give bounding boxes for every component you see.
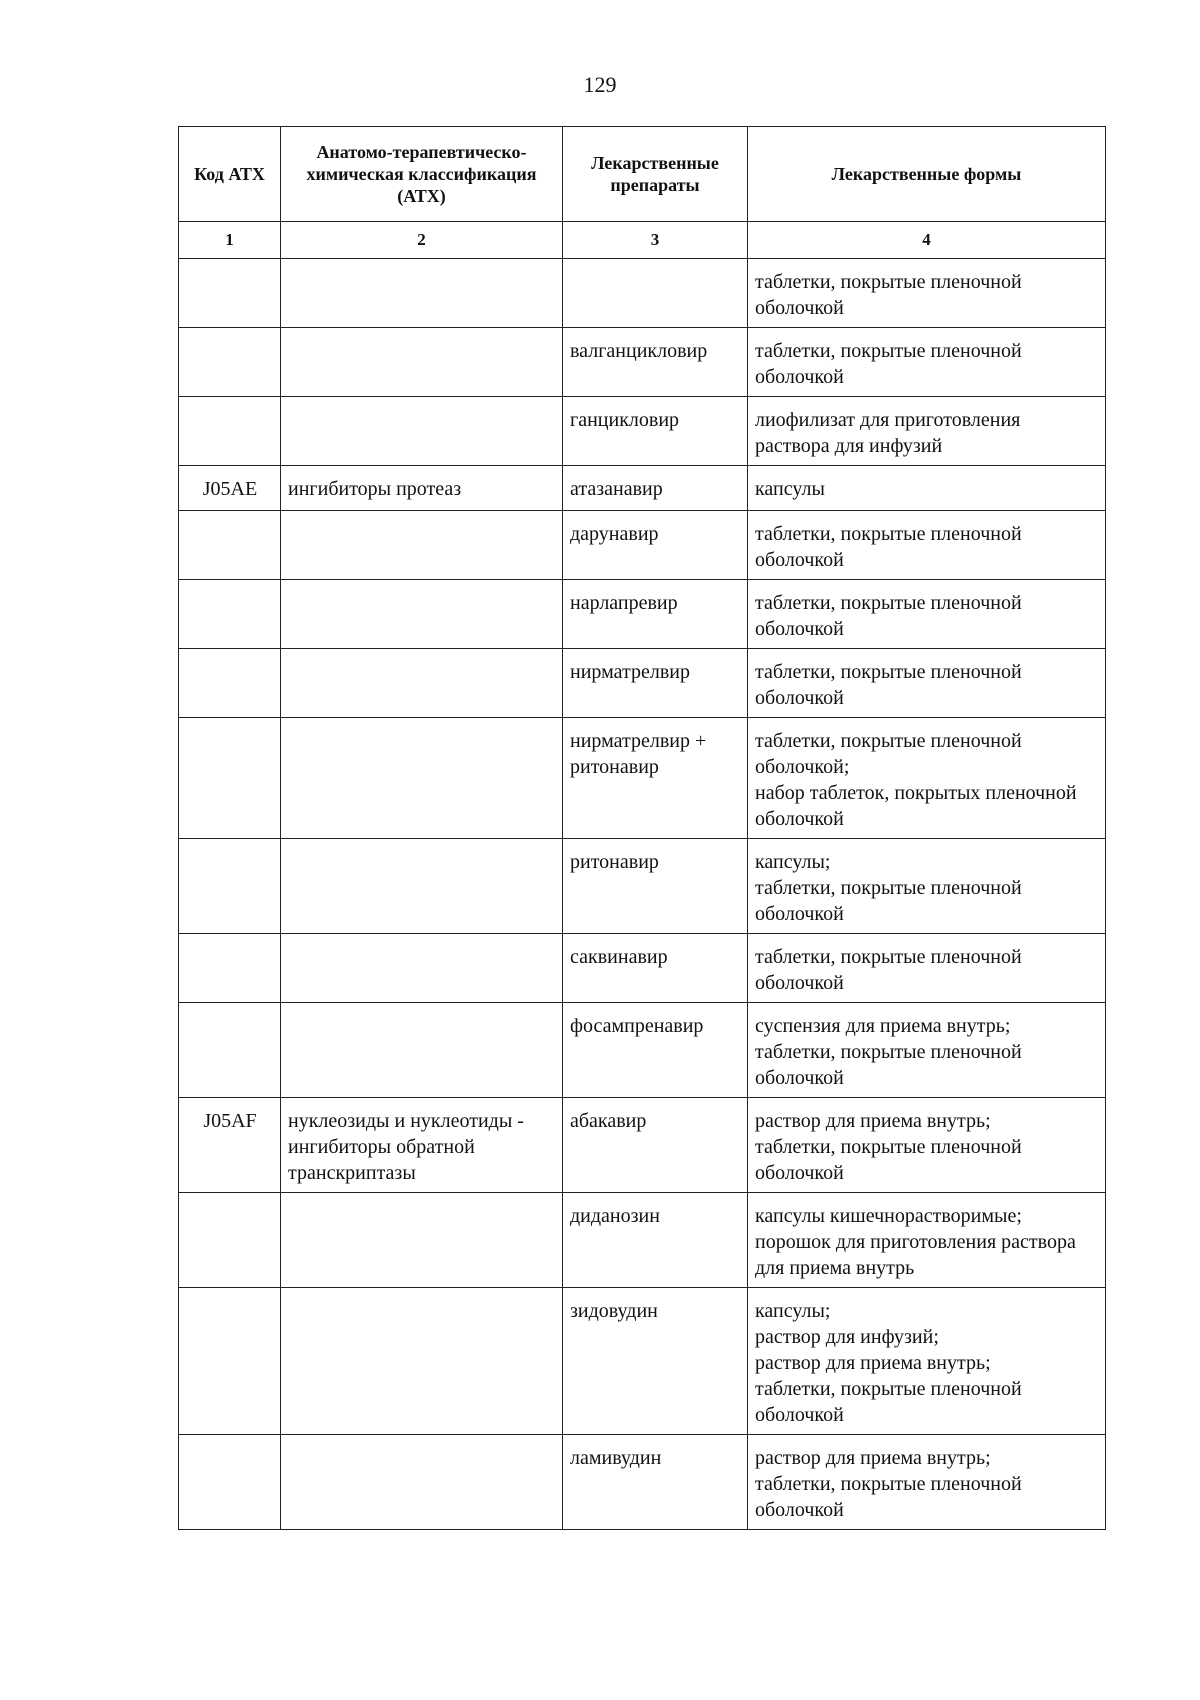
- dosage-form-item: капсулы: [755, 478, 825, 500]
- dosage-form-item: таблетки, покрытые пленочной оболочкой: [755, 661, 1022, 709]
- dosage-form-item: раствор для приема внутрь;: [755, 1110, 991, 1132]
- dosage-forms-cell: [748, 511, 1106, 580]
- column-number: 4: [748, 222, 1106, 259]
- atx-classification-cell: [281, 839, 563, 934]
- atx-classification-cell: [281, 1193, 563, 1288]
- table-row: [179, 1193, 1106, 1288]
- drug-name-cell: ритонавир: [563, 839, 748, 934]
- dosage-forms-cell: [748, 259, 1106, 328]
- atx-code-cell: [179, 839, 281, 934]
- atx-table: [178, 126, 1106, 1530]
- dosage-forms-cell: [748, 1098, 1106, 1193]
- drug-name-cell: [563, 259, 748, 328]
- dosage-form-item: капсулы кишечнорастворимые;: [755, 1205, 1022, 1227]
- dosage-forms-cell: [748, 1288, 1106, 1435]
- table-row: [179, 1288, 1106, 1435]
- dosage-forms-cell: [748, 328, 1106, 397]
- table-row: [179, 328, 1106, 397]
- atx-code-cell: [179, 397, 281, 466]
- dosage-form-item: набор таблеток, покрытых пленочной оболочкой: [755, 782, 1077, 830]
- drug-name-cell: абакавир: [563, 1098, 748, 1193]
- dosage-form-item: таблетки, покрытые пленочной оболочкой: [755, 592, 1022, 640]
- table-row: [179, 839, 1106, 934]
- atx-classification-cell: [281, 580, 563, 649]
- dosage-form-item: таблетки, покрытые пленочной оболочкой: [755, 1136, 1022, 1184]
- atx-code-cell: [179, 259, 281, 328]
- dosage-form-item: раствор для инфузий;: [755, 1326, 939, 1348]
- page-number: 129: [583, 72, 617, 97]
- dosage-form-item: раствор для приема внутрь;: [755, 1447, 991, 1469]
- dosage-form-item: таблетки, покрытые пленочной оболочкой: [755, 946, 1022, 994]
- drug-name-cell: зидовудин: [563, 1288, 748, 1435]
- dosage-form-item: таблетки, покрытые пленочной оболочкой: [755, 523, 1022, 571]
- atx-code-cell: [179, 1193, 281, 1288]
- drug-name-cell: дарунавир: [563, 511, 748, 580]
- dosage-forms-cell: [748, 466, 1106, 511]
- table-row: [179, 259, 1106, 328]
- atx-code-cell: [179, 649, 281, 718]
- atx-code-cell: [179, 718, 281, 839]
- dosage-form-item: капсулы;: [755, 851, 831, 873]
- dosage-forms-cell: [748, 649, 1106, 718]
- dosage-forms-cell: [748, 934, 1106, 1003]
- table-header-row: [179, 127, 1106, 222]
- table-row: [179, 649, 1106, 718]
- table-row: [179, 1435, 1106, 1530]
- dosage-forms-cell: [748, 397, 1106, 466]
- atx-code-cell: [179, 328, 281, 397]
- dosage-form-item: капсулы;: [755, 1300, 831, 1322]
- drug-name-cell: атазанавир: [563, 466, 748, 511]
- dosage-forms-cell: [748, 1435, 1106, 1530]
- dosage-form-item: таблетки, покрытые пленочной оболочкой: [755, 340, 1022, 388]
- header-drugs: Лекарственные препараты: [563, 127, 748, 222]
- column-number-row: [179, 222, 1106, 259]
- dosage-form-item: таблетки, покрытые пленочной оболочкой;: [755, 730, 1022, 778]
- drug-name-cell: нарлапревир: [563, 580, 748, 649]
- dosage-form-item: таблетки, покрытые пленочной оболочкой: [755, 1378, 1022, 1426]
- atx-classification-cell: [281, 934, 563, 1003]
- atx-classification-cell: [281, 1288, 563, 1435]
- table-row: [179, 718, 1106, 839]
- drug-name-cell: ганцикловир: [563, 397, 748, 466]
- table-body: [179, 259, 1106, 1530]
- column-number: 1: [179, 222, 281, 259]
- drug-name-cell: нирматрелвир + ритонавир: [563, 718, 748, 839]
- atx-classification-cell: [281, 328, 563, 397]
- table-row: [179, 511, 1106, 580]
- atx-code-cell: [179, 1003, 281, 1098]
- dosage-form-item: суспензия для приема внутрь;: [755, 1015, 1011, 1037]
- atx-classification-cell: [281, 259, 563, 328]
- drug-name-cell: диданозин: [563, 1193, 748, 1288]
- drug-name-cell: фосампренавир: [563, 1003, 748, 1098]
- atx-classification-cell: ингибиторы протеаз: [281, 466, 563, 511]
- table-row: [179, 1098, 1106, 1193]
- atx-classification-cell: [281, 1435, 563, 1530]
- atx-code-cell: [179, 580, 281, 649]
- drug-name-cell: саквинавир: [563, 934, 748, 1003]
- dosage-form-item: лиофилизат для приготовления раствора для инфузий: [755, 409, 1021, 457]
- table-row: [179, 397, 1106, 466]
- table-row: [179, 580, 1106, 649]
- column-number: 3: [563, 222, 748, 259]
- dosage-forms-cell: [748, 839, 1106, 934]
- table-row: [179, 1003, 1106, 1098]
- atx-classification-cell: [281, 1003, 563, 1098]
- dosage-form-item: раствор для приема внутрь;: [755, 1352, 991, 1374]
- header-dosage-forms: Лекарственные формы: [748, 127, 1106, 222]
- drug-name-cell: ламивудин: [563, 1435, 748, 1530]
- dosage-forms-cell: [748, 580, 1106, 649]
- header-atx-code: Код АТХ: [179, 127, 281, 222]
- atx-classification-cell: [281, 718, 563, 839]
- atx-classification-cell: [281, 649, 563, 718]
- table-row: [179, 934, 1106, 1003]
- atx-code-cell: J05AE: [179, 466, 281, 511]
- dosage-form-item: порошок для приготовления раствора для приема внутрь: [755, 1231, 1076, 1279]
- dosage-forms-cell: [748, 1193, 1106, 1288]
- atx-code-cell: J05AF: [179, 1098, 281, 1193]
- dosage-forms-cell: [748, 1003, 1106, 1098]
- column-number: 2: [281, 222, 563, 259]
- atx-code-cell: [179, 1288, 281, 1435]
- header-atx-classification: Анатомо-терапевтическо-химическая классификация (АТХ): [281, 127, 563, 222]
- atx-classification-cell: [281, 511, 563, 580]
- atx-code-cell: [179, 511, 281, 580]
- dosage-form-item: таблетки, покрытые пленочной оболочкой: [755, 1473, 1022, 1521]
- drug-name-cell: валганцикловир: [563, 328, 748, 397]
- atx-code-cell: [179, 934, 281, 1003]
- atx-classification-cell: нуклеозиды и нуклеотиды - ингибиторы обратной транскриптазы: [281, 1098, 563, 1193]
- dosage-form-item: таблетки, покрытые пленочной оболочкой: [755, 1041, 1022, 1089]
- dosage-form-item: таблетки, покрытые пленочной оболочкой: [755, 271, 1022, 319]
- atx-code-cell: [179, 1435, 281, 1530]
- atx-classification-cell: [281, 397, 563, 466]
- dosage-form-item: таблетки, покрытые пленочной оболочкой: [755, 877, 1022, 925]
- drug-name-cell: нирматрелвир: [563, 649, 748, 718]
- dosage-forms-cell: [748, 718, 1106, 839]
- table-row: [179, 466, 1106, 511]
